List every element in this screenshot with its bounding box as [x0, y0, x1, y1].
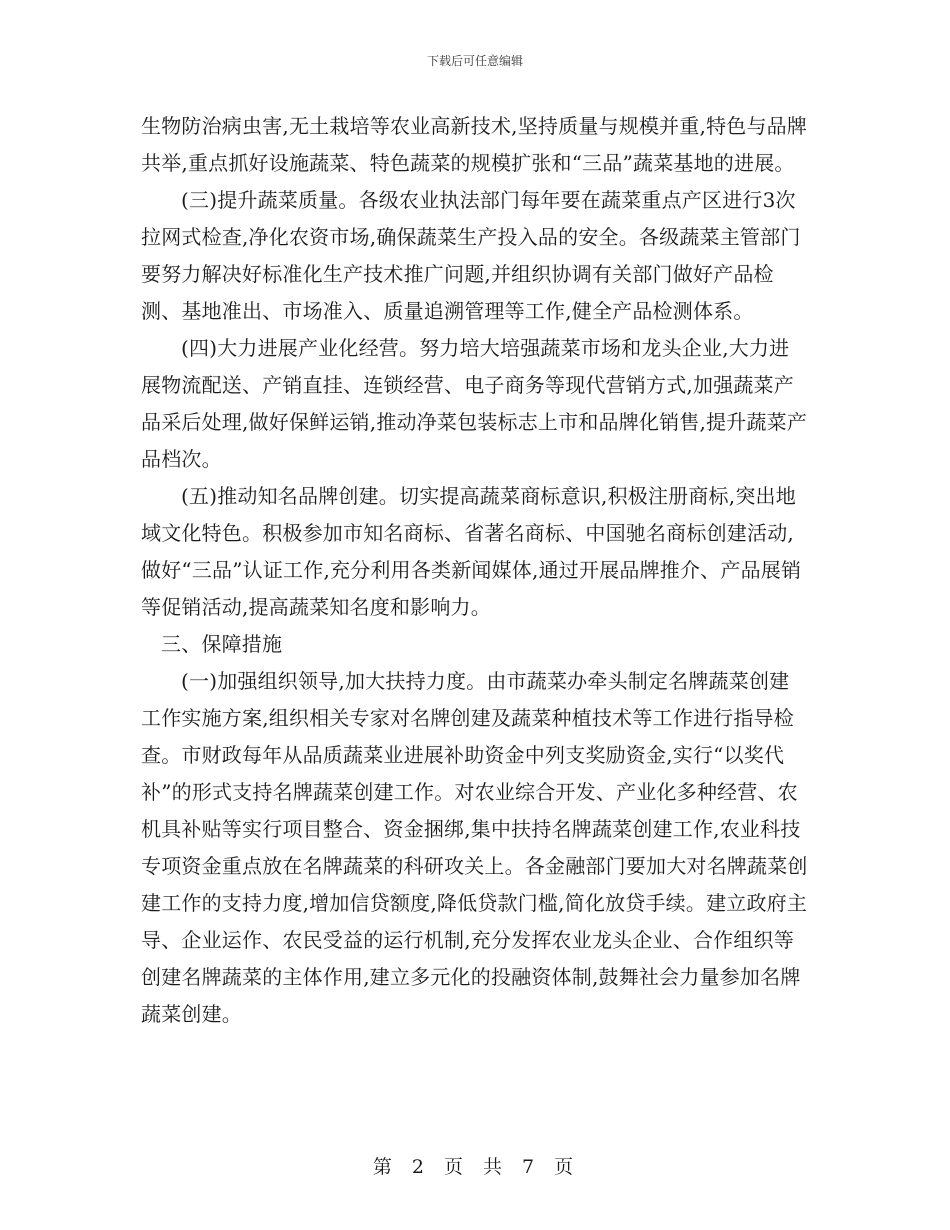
paragraph-organization-leadership: (一)加强组织领导,加大扶持力度。由市蔬菜办牵头制定名牌蔬菜创建工作实施方案,组织相关专家对名牌创建及蔬菜种植技术等工作进行指导检查。市财政每年从品质蔬菜业进展补助资金中列支奖励资金,实行“以奖代补”的形式支持名牌蔬菜创建工作。对农业综合开发、产业化多种经营、农机具补贴等实行项目整合、资金捆绑,集中扶持名牌蔬菜创建工作,农业科技专项资金重点放在名牌蔬菜的科研攻关上。各金融部门要加大对名牌蔬菜创建工作的支持力度,增加信贷额度,降低贷款门槛,简化放贷手续。建立政府主导、企业运作、农民受益的运行机制,充分发挥农业龙头企业、合作组织等创建名牌蔬菜的主体作用,建立多元化的投融资体制,鼓舞社会力量参加名牌蔬菜创建。	[141, 669, 808, 1026]
paragraph-industrialization: (四)大力进展产业化经营。努力培大培强蔬菜市场和龙头企业,大力进展物流配送、产销直挂、连锁经营、电子商务等现代营销方式,加强蔬菜产品采后处理,做好保鲜运销,推动净菜包装标志上市和品牌化销售,提升蔬菜产品档次。	[141, 336, 808, 471]
document-body	[141, 108, 809, 1033]
paragraph-continuation: 生物防治病虫害,无土栽培等农业高新技术,坚持质量与规模并重,特色与品牌共举,重点抓好设施蔬菜、特色蔬菜的规模扩张和“三品”蔬菜基地的进展。	[141, 114, 808, 175]
page-number-footer: 第 2 页 共 7 页	[372, 1156, 578, 1178]
page-header-note: 下载后可任意编辑	[426, 54, 523, 68]
paragraph-brand-creation: (五)推动知名品牌创建。切实提高蔬菜商标意识,积极注册商标,突出地域文化特色。积极参加市知名商标、省著名商标、中国驰名商标创建活动,做好“三品”认证工作,充分利用各类新闻媒体,通过开展品牌推介、产品展销等促销活动,提高蔬菜知名度和影响力。	[141, 484, 802, 619]
paragraph-improve-quality: (三)提升蔬菜质量。各级农业执法部门每年要在蔬菜重点产区进行3次拉网式检查,净化农资市场,确保蔬菜生产投入品的安全。各级蔬菜主管部门要努力解决好标准化生产技术推广问题,并组织协调有关部门做好产品检测、基地准出、市场准入、质量追溯管理等工作,健全产品检测体系。	[141, 188, 801, 323]
section-heading-safeguards: 三、保障措施	[161, 632, 283, 656]
